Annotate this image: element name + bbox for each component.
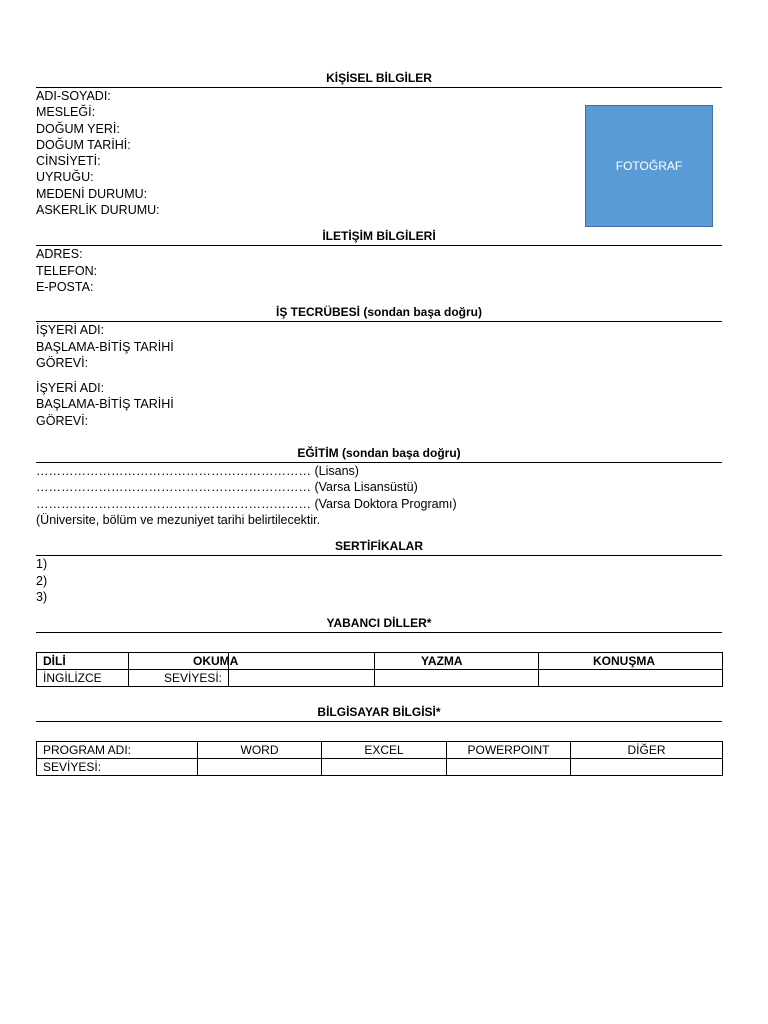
col-speaking: KONUŞMA: [539, 653, 723, 670]
experience-block: [36, 322, 722, 371]
table-header-row: [37, 653, 723, 670]
education-line: ………………………………………………………… (Lisans): [36, 464, 359, 479]
field-workplace: İŞYERİ ADI:: [36, 381, 105, 396]
col-program: PROGRAM ADI:: [37, 742, 198, 759]
field-dates: BAŞLAMA-BİTİŞ TARİHİ: [36, 339, 174, 354]
personal-heading: KİŞİSEL BİLGİLER: [36, 70, 722, 88]
education-line: ………………………………………………………… (Varsa Lisansüstü): [36, 480, 418, 495]
col-powerpoint: POWERPOINT: [447, 742, 571, 759]
powerpoint-level[interactable]: [447, 759, 571, 776]
field-birthplace: DOĞUM YERİ:: [36, 121, 120, 136]
table-header-row: [37, 742, 723, 759]
field-position: GÖREVİ:: [36, 355, 89, 370]
cv-form: [36, 70, 722, 776]
other-level[interactable]: [571, 759, 723, 776]
level-label: SEVİYESİ:: [129, 670, 229, 687]
computer-heading: BİLGİSAYAR BİLGİSİ*: [36, 704, 722, 722]
certificate-item: 2): [36, 573, 48, 588]
education-heading: EĞİTİM (sondan başa doğru): [36, 445, 722, 463]
computer-table: [36, 741, 723, 776]
level-label: SEVİYESİ:: [37, 759, 198, 776]
experience-heading: İŞ TECRÜBESİ (sondan başa doğru): [36, 304, 722, 322]
field-profession: MESLEĞİ:: [36, 105, 96, 120]
table-row: [37, 670, 723, 687]
table-row: [37, 759, 723, 776]
certificate-item: 1): [36, 557, 48, 572]
reading-level[interactable]: [229, 670, 375, 687]
certificate-item: 3): [36, 589, 48, 604]
col-language: DİLİ: [37, 653, 129, 670]
languages-heading: YABANCI DİLLER*: [36, 615, 722, 633]
field-marital-status: MEDENİ DURUMU:: [36, 186, 148, 201]
languages-table: [36, 652, 723, 687]
field-nationality: UYRUĞU:: [36, 170, 94, 185]
word-level[interactable]: [198, 759, 322, 776]
field-dates: BAŞLAMA-BİTİŞ TARİHİ: [36, 397, 174, 412]
education-note: (Üniversite, bölüm ve mezuniyet tarihi belirtilecektir.: [36, 512, 321, 527]
writing-level[interactable]: [375, 670, 539, 687]
field-military-status: ASKERLİK DURUMU:: [36, 203, 160, 218]
field-workplace: İŞYERİ ADI:: [36, 323, 105, 338]
col-word: WORD: [198, 742, 322, 759]
col-reading: OKUMA: [229, 653, 375, 670]
field-name: ADI-SOYADI:: [36, 89, 111, 103]
col-other: DİĞER: [571, 742, 723, 759]
certificates-heading: SERTİFİKALAR: [36, 538, 722, 556]
field-email: E-POSTA:: [36, 279, 94, 294]
photo-label: FOTOĞRAF: [615, 159, 683, 173]
field-birthdate: DOĞUM TARİHİ:: [36, 137, 131, 152]
col-writing: YAZMA: [375, 653, 539, 670]
photo-placeholder: [585, 105, 713, 227]
excel-level[interactable]: [322, 759, 447, 776]
experience-block: [36, 380, 722, 429]
speaking-level[interactable]: [539, 670, 723, 687]
language-name: İNGİLİZCE: [37, 670, 129, 687]
field-address: ADRES:: [36, 247, 83, 262]
education-line: ………………………………………………………… (Varsa Doktora Programı): [36, 496, 457, 511]
field-phone: TELEFON:: [36, 263, 98, 278]
contact-heading: İLETİŞİM BİLGİLERİ: [36, 228, 722, 246]
field-position: GÖREVİ:: [36, 413, 89, 428]
field-gender: CİNSİYETİ:: [36, 154, 101, 169]
col-excel: EXCEL: [322, 742, 447, 759]
